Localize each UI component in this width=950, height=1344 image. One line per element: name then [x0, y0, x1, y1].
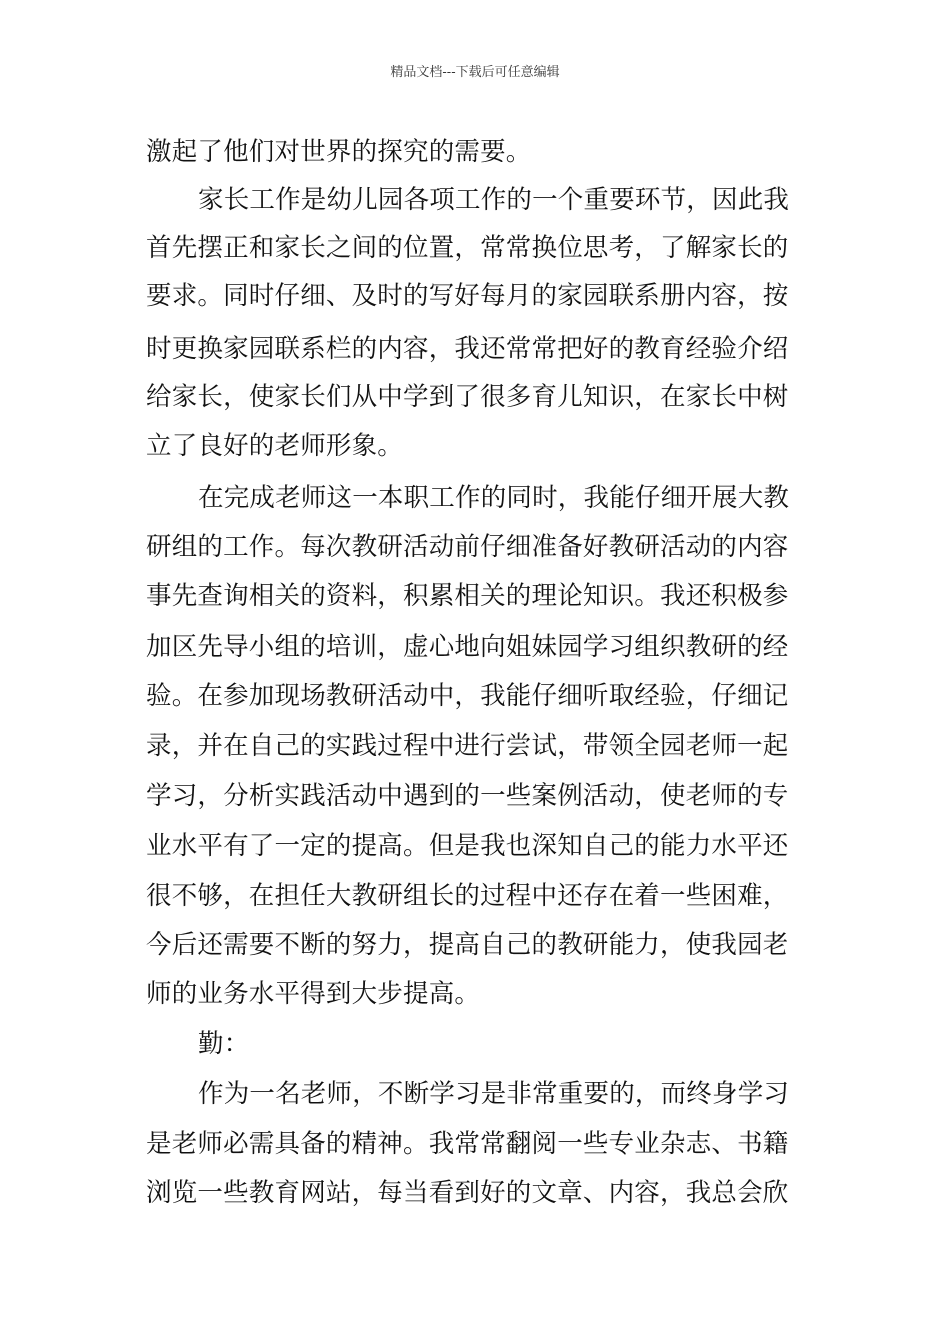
paragraph-first-line: 作为一名老师，不断学习是非常重要的，而终身学习 — [198, 1079, 790, 1109]
text-line: 录，并在自己的实践过程中进行尝试，带领全园老师一起 — [146, 731, 789, 761]
text-line: 研组的工作。每次教研活动前仔细准备好教研活动的内容 — [146, 532, 789, 562]
text-line: 很不够，在担任大教研组长的过程中还存在着一些困难， — [146, 881, 789, 911]
text-line: 要求。同时仔细、及时的写好每月的家园联系册内容，按 — [146, 281, 789, 311]
section-heading: 勤： — [198, 1029, 250, 1059]
text-line: 是老师必需具备的精神。我常常翻阅一些专业杂志、书籍 — [146, 1129, 789, 1159]
text-line: 首先摆正和家长之间的位置，常常换位思考，了解家长的 — [146, 233, 789, 263]
text-line: 验。在参加现场教研活动中，我能仔细听取经验，仔细记 — [146, 681, 789, 711]
text-line: 加区先导小组的培训，虚心地向姐妹园学习组织教研的经 — [146, 632, 789, 662]
text-line: 今后还需要不断的努力，提高自己的教研能力，使我园老 — [146, 930, 789, 960]
text-line: 业水平有了一定的提高。但是我也深知自己的能力水平还 — [146, 831, 789, 861]
text-line: 立了良好的老师形象。 — [146, 431, 404, 461]
text-line: 给家长，使家长们从中学到了很多育儿知识，在家长中树 — [146, 382, 789, 412]
text-line: 学习，分析实践活动中遇到的一些案例活动，使老师的专 — [146, 781, 789, 811]
page-header: 精品文档---下载后可任意编辑 — [390, 65, 560, 80]
paragraph-first-line: 在完成老师这一本职工作的同时，我能仔细开展大教 — [198, 483, 790, 513]
text-line: 时更换家园联系栏的内容，我还常常把好的教育经验介绍 — [146, 334, 789, 364]
text-line: 事先查询相关的资料，积累相关的理论知识。我还积极参 — [146, 581, 789, 611]
text-line: 师的业务水平得到大步提高。 — [146, 979, 481, 1009]
text-line: 浏览一些教育网站，每当看到好的文章、内容，我总会欣 — [146, 1178, 789, 1208]
paragraph-first-line: 家长工作是幼儿园各项工作的一个重要环节，因此我 — [198, 185, 790, 215]
text-line: 激起了他们对世界的探究的需要。 — [146, 137, 532, 167]
